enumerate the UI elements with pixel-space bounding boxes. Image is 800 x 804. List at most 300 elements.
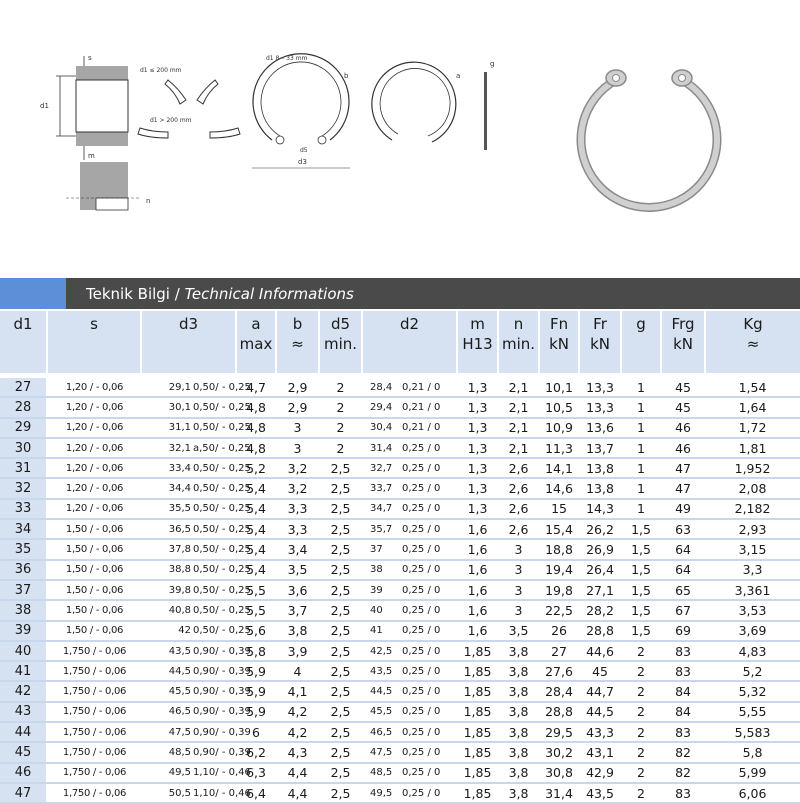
table-cell: 6,4 — [236, 783, 276, 803]
table-cell: 5,5 — [236, 600, 276, 620]
column-header-label: s — [90, 315, 98, 333]
table-cell: 19,8 — [539, 580, 579, 600]
table-row — [0, 418, 800, 438]
table-cell: 26,2 — [579, 519, 621, 539]
table-row — [0, 458, 800, 478]
table-cell: 46,5 — [141, 702, 193, 722]
table-cell: 3,2 — [276, 458, 319, 478]
table-cell: 47,5 — [362, 742, 402, 762]
table-cell: 34,7 — [362, 499, 402, 519]
table-cell: 40 — [362, 600, 402, 620]
dim-a-label: a — [456, 72, 461, 80]
table-cell: 13,7 — [579, 438, 621, 458]
table-cell: 0,25 / 0 — [402, 641, 457, 661]
table-cell: 2,5 — [319, 580, 362, 600]
table-cell: 1,64 — [705, 397, 800, 417]
table-cell: 1,3 — [457, 478, 498, 498]
table-cell: 48,5 — [362, 763, 402, 783]
table-cell: 4,8 — [236, 438, 276, 458]
table-cell: 33,4 — [141, 458, 193, 478]
table-cell: 5,8 — [705, 742, 800, 762]
table-cell: 2,5 — [319, 621, 362, 641]
column-header — [579, 311, 621, 376]
dim-b-label: b — [344, 72, 349, 80]
table-cell: 1,5 — [621, 600, 661, 620]
table-row — [0, 560, 800, 580]
table-cell: 3 — [498, 580, 539, 600]
ring-side-view-drawing — [484, 60, 494, 150]
column-header-unit: kN — [549, 335, 569, 353]
column-header — [236, 311, 276, 376]
table-cell: 33 — [0, 499, 47, 519]
table-cell: 0,21 / 0 — [402, 418, 457, 438]
table-row — [0, 600, 800, 620]
table-cell: 1,85 — [457, 763, 498, 783]
table-cell: 13,3 — [579, 376, 621, 398]
table-cell: 3 — [498, 600, 539, 620]
table-cell: 2,5 — [319, 641, 362, 661]
table-row — [0, 397, 800, 417]
table-cell: 0,50/ - 0,25 — [193, 397, 236, 417]
table-cell: 1,85 — [457, 742, 498, 762]
table-cell: 3,5 — [276, 560, 319, 580]
table-cell: 5,9 — [236, 702, 276, 722]
table-cell: 37 — [362, 539, 402, 559]
table-cell: 1,5 — [621, 621, 661, 641]
table-cell: 28,8 — [579, 621, 621, 641]
table-cell: 34,4 — [141, 478, 193, 498]
dim-g-label: g — [490, 60, 495, 68]
table-cell: 5,9 — [236, 681, 276, 701]
table-cell: 46 — [661, 438, 705, 458]
banner-title — [66, 278, 800, 309]
column-header-label: d3 — [178, 315, 199, 333]
table-cell: 29,4 — [362, 397, 402, 417]
banner-title-tr: Teknik Bilgi — [86, 284, 170, 303]
table-cell: 39,8 — [141, 580, 193, 600]
table-cell: 38 — [0, 600, 47, 620]
column-header-unit: min. — [323, 335, 358, 353]
table-cell: 1,10/ - 0,46 — [193, 763, 236, 783]
table-row — [0, 722, 800, 742]
table-cell: 14,6 — [539, 478, 579, 498]
table-cell: 1,750 / - 0,06 — [47, 661, 141, 681]
table-cell: 0,25 / 0 — [402, 742, 457, 762]
table-row — [0, 519, 800, 539]
table-cell: 2,6 — [498, 458, 539, 478]
table-cell: 0,25 / 0 — [402, 580, 457, 600]
table-cell: 0,21 / 0 — [402, 397, 457, 417]
section-banner — [0, 278, 800, 309]
table-cell: 35 — [0, 539, 47, 559]
table-cell: 11,3 — [539, 438, 579, 458]
table-cell: 1 — [621, 438, 661, 458]
column-header-label: d1 — [13, 315, 33, 333]
table-cell: 2,5 — [319, 539, 362, 559]
table-cell: 4,3 — [276, 742, 319, 762]
table-cell: 2,182 — [705, 499, 800, 519]
table-cell: 46 — [0, 763, 47, 783]
table-cell: 2 — [621, 702, 661, 722]
table-cell: 42,5 — [362, 641, 402, 661]
table-cell: 84 — [661, 681, 705, 701]
table-cell: 0,25 / 0 — [402, 458, 457, 478]
table-cell: 0,25 / 0 — [402, 600, 457, 620]
groove-section-drawing — [40, 54, 128, 160]
table-cell: 1,20 / - 0,06 — [47, 376, 141, 398]
table-cell: 1,20 / - 0,06 — [47, 458, 141, 478]
table-cell: 1,750 / - 0,06 — [47, 641, 141, 661]
table-cell: 6 — [236, 722, 276, 742]
table-cell: 13,8 — [579, 478, 621, 498]
table-cell: 1,3 — [457, 499, 498, 519]
table-row — [0, 539, 800, 559]
technical-drawing — [0, 0, 800, 278]
table-cell: 5,4 — [236, 478, 276, 498]
column-header-unit: ≈ — [291, 335, 304, 353]
table-cell: 3,8 — [498, 722, 539, 742]
column-header-label: Fr — [593, 315, 607, 333]
table-cell: 37,8 — [141, 539, 193, 559]
lug-shapes-drawing — [138, 67, 240, 138]
table-row — [0, 661, 800, 681]
table-cell: 5,4 — [236, 499, 276, 519]
table-cell: 0,25 / 0 — [402, 478, 457, 498]
table-cell: 28,4 — [362, 376, 402, 398]
table-cell: 42,9 — [579, 763, 621, 783]
table-cell: 2,5 — [319, 681, 362, 701]
table-cell: 0,90/ - 0,39 — [193, 681, 236, 701]
column-header-label: Fn — [549, 315, 569, 333]
table-cell: 1,20 / - 0,06 — [47, 418, 141, 438]
table-cell: 1 — [621, 478, 661, 498]
table-cell: 30,1 — [141, 397, 193, 417]
table-cell: 2,6 — [498, 499, 539, 519]
table-cell: 0,25 / 0 — [402, 519, 457, 539]
column-header-label: n — [513, 315, 524, 333]
table-cell: 0,50/ - 0,25 — [193, 418, 236, 438]
table-cell: 0,90/ - 0,39 — [193, 702, 236, 722]
table-cell: 28,2 — [579, 600, 621, 620]
column-header-label: Kg — [743, 315, 763, 333]
table-cell: 40,8 — [141, 600, 193, 620]
table-cell: 2,5 — [319, 519, 362, 539]
table-cell: 5,5 — [236, 580, 276, 600]
table-cell: 26,9 — [579, 539, 621, 559]
table-cell: 1,50 / - 0,06 — [47, 539, 141, 559]
table-cell: 13,6 — [579, 418, 621, 438]
table-cell: 2 — [319, 438, 362, 458]
table-row — [0, 438, 800, 458]
table-cell: 44,5 — [579, 702, 621, 722]
table-cell: 3,8 — [498, 702, 539, 722]
table-cell: 2,5 — [319, 600, 362, 620]
table-cell: 2,5 — [319, 722, 362, 742]
table-cell: 82 — [661, 742, 705, 762]
table-cell: 38 — [362, 560, 402, 580]
table-cell: 3,8 — [498, 783, 539, 803]
table-cell: 0,25 / 0 — [402, 681, 457, 701]
table-cell: 2,5 — [319, 560, 362, 580]
ring-outline-drawing — [372, 62, 460, 142]
table-cell: 4,4 — [276, 763, 319, 783]
table-cell: 5,8 — [236, 641, 276, 661]
table-cell: 3,6 — [276, 580, 319, 600]
column-header-unit: kN — [590, 335, 610, 353]
label-small-diameter: d1 ≤ 200 mm — [140, 67, 182, 74]
column-header — [362, 311, 457, 376]
table-cell: 3,361 — [705, 580, 800, 600]
table-cell: 1,20 / - 0,06 — [47, 397, 141, 417]
table-cell: 30,4 — [362, 418, 402, 438]
table-cell: 0,25 / 0 — [402, 783, 457, 803]
table-cell: 45 — [661, 376, 705, 398]
table-row — [0, 478, 800, 498]
table-cell: 3,9 — [276, 641, 319, 661]
table-cell: 32,7 — [362, 458, 402, 478]
table-cell: 3,7 — [276, 600, 319, 620]
table-cell: 28,4 — [539, 681, 579, 701]
dim-d3-label: d3 — [298, 158, 307, 166]
table-cell: 49,5 — [141, 763, 193, 783]
table-cell: 0,25 / 0 — [402, 499, 457, 519]
table-cell: 2 — [621, 661, 661, 681]
table-body — [0, 376, 800, 804]
table-cell: 0,21 / 0 — [402, 376, 457, 398]
table-cell: 31,4 — [539, 783, 579, 803]
table-cell: 27,6 — [539, 661, 579, 681]
table-cell: 3,53 — [705, 600, 800, 620]
column-header — [457, 311, 498, 376]
dim-s-label: s — [88, 54, 92, 62]
table-cell: 43,3 — [579, 722, 621, 742]
column-header-label: d5 — [330, 315, 351, 333]
table-cell: 45 — [0, 742, 47, 762]
table-cell: 5,4 — [236, 519, 276, 539]
column-header-label: m — [470, 315, 485, 333]
table-cell: 1,750 / - 0,06 — [47, 763, 141, 783]
table-cell: 2,5 — [319, 478, 362, 498]
table-cell: 18,8 — [539, 539, 579, 559]
column-header-label: g — [636, 315, 646, 333]
table-row — [0, 499, 800, 519]
table-cell: 22,5 — [539, 600, 579, 620]
table-cell: 1,81 — [705, 438, 800, 458]
table-cell: 4,4 — [276, 783, 319, 803]
table-cell: 27 — [539, 641, 579, 661]
table-cell: 0,50/ - 0,25 — [193, 478, 236, 498]
table-cell: 2,5 — [319, 458, 362, 478]
table-cell: 1,750 / - 0,06 — [47, 722, 141, 742]
table-cell: 2,5 — [319, 702, 362, 722]
table-cell: 30,8 — [539, 763, 579, 783]
table-cell: 45 — [579, 661, 621, 681]
table-cell: 32 — [0, 478, 47, 498]
table-cell: 1,72 — [705, 418, 800, 438]
table-cell: 1 — [621, 458, 661, 478]
table-header-row — [0, 311, 800, 376]
column-header-label: d2 — [399, 315, 420, 333]
table-row — [0, 742, 800, 762]
table-cell: 4 — [276, 661, 319, 681]
table-cell: 5,583 — [705, 722, 800, 742]
table-cell: 4,2 — [276, 702, 319, 722]
column-header-unit: max — [239, 335, 273, 353]
table-cell: 6,06 — [705, 783, 800, 803]
table-cell: 13,8 — [579, 458, 621, 478]
table-cell: 2,1 — [498, 438, 539, 458]
table-cell: 0,25 / 0 — [402, 661, 457, 681]
table-cell: 5,9 — [236, 661, 276, 681]
table-cell: 38,8 — [141, 560, 193, 580]
table-cell: 4,1 — [276, 681, 319, 701]
table-cell: 1,3 — [457, 458, 498, 478]
table-cell: 13,3 — [579, 397, 621, 417]
table-cell: 44,5 — [141, 661, 193, 681]
table-cell: 47 — [661, 458, 705, 478]
table-cell: 47 — [661, 478, 705, 498]
table-cell: 47 — [0, 783, 47, 803]
table-cell: 44,7 — [579, 681, 621, 701]
table-cell: 47,5 — [141, 722, 193, 742]
table-cell: 2,1 — [498, 397, 539, 417]
table-cell: 5,4 — [236, 560, 276, 580]
table-cell: 39 — [0, 621, 47, 641]
table-cell: 1,6 — [457, 519, 498, 539]
table-cell: 31 — [0, 458, 47, 478]
table-cell: 4,2 — [276, 722, 319, 742]
table-cell: 3 — [276, 438, 319, 458]
table-cell: 42 — [141, 621, 193, 641]
table-row — [0, 376, 800, 398]
table-cell: 1,85 — [457, 722, 498, 742]
table-cell: 2 — [621, 783, 661, 803]
table-cell: 3,15 — [705, 539, 800, 559]
table-cell: 2,08 — [705, 478, 800, 498]
table-row — [0, 621, 800, 641]
table-cell: 64 — [661, 539, 705, 559]
table-cell: 1,5 — [621, 539, 661, 559]
table-cell: 28 — [0, 397, 47, 417]
table-cell: 2 — [621, 742, 661, 762]
table-cell: 82 — [661, 763, 705, 783]
table-cell: 67 — [661, 600, 705, 620]
table-cell: 34 — [0, 519, 47, 539]
column-header-label: b — [292, 315, 303, 333]
table-cell: 69 — [661, 621, 705, 641]
table-cell: 3,8 — [498, 641, 539, 661]
table-cell: 2 — [319, 397, 362, 417]
table-cell: 44,5 — [362, 681, 402, 701]
table-cell: 1,85 — [457, 702, 498, 722]
table-cell: 1,10/ - 0,46 — [193, 783, 236, 803]
dim-n-label: n — [146, 197, 151, 205]
table-cell: 1,85 — [457, 783, 498, 803]
column-header-unit: min. — [502, 335, 536, 353]
table-cell: 1 — [621, 418, 661, 438]
table-cell: 1,952 — [705, 458, 800, 478]
table-cell: 0,25 / 0 — [402, 621, 457, 641]
table-cell: 3,8 — [276, 621, 319, 641]
table-cell: 2,5 — [319, 763, 362, 783]
table-cell: 36,5 — [141, 519, 193, 539]
table-cell: 1,85 — [457, 641, 498, 661]
table-cell: 31,1 — [141, 418, 193, 438]
table-cell: 0,50/ - 0,25 — [193, 600, 236, 620]
table-cell: 63 — [661, 519, 705, 539]
table-cell: 29,5 — [539, 722, 579, 742]
table-cell: 26,4 — [579, 560, 621, 580]
table-cell: 1,3 — [457, 376, 498, 398]
table-cell: 46 — [661, 418, 705, 438]
table-cell: 19,4 — [539, 560, 579, 580]
table-cell: 2,93 — [705, 519, 800, 539]
table-row — [0, 783, 800, 803]
table-cell: 49 — [661, 499, 705, 519]
column-header — [661, 311, 705, 376]
table-cell: 1 — [621, 397, 661, 417]
table-row — [0, 763, 800, 783]
table-cell: 36 — [0, 560, 47, 580]
table-cell: 1,85 — [457, 681, 498, 701]
table-cell: 5,55 — [705, 702, 800, 722]
table-cell: 0,25 / 0 — [402, 539, 457, 559]
column-header-label: a — [251, 315, 261, 333]
groove-detail-drawing — [66, 162, 150, 210]
table-cell: 27 — [0, 376, 47, 398]
table-cell: 1,54 — [705, 376, 800, 398]
table-cell: 1,6 — [457, 621, 498, 641]
table-cell: 43,5 — [579, 783, 621, 803]
table-cell: 15,4 — [539, 519, 579, 539]
table-cell: 29 — [0, 418, 47, 438]
table-cell: 35,7 — [362, 519, 402, 539]
table-cell: 2,5 — [319, 499, 362, 519]
column-header — [705, 311, 800, 376]
table-cell: 1,5 — [621, 519, 661, 539]
table-cell: 5,2 — [705, 661, 800, 681]
table-cell: 26 — [539, 621, 579, 641]
table-cell: 5,6 — [236, 621, 276, 641]
table-cell: 1,50 / - 0,06 — [47, 621, 141, 641]
table-cell: 3,8 — [498, 742, 539, 762]
dim-d1-label: d1 — [40, 102, 49, 110]
table-cell: 2,5 — [319, 742, 362, 762]
table-cell: 1,750 / - 0,06 — [47, 742, 141, 762]
table-cell: 6,2 — [236, 742, 276, 762]
table-cell: 83 — [661, 661, 705, 681]
table-cell: 1,6 — [457, 560, 498, 580]
table-cell: 50,5 — [141, 783, 193, 803]
table-cell: 10,1 — [539, 376, 579, 398]
table-cell: 6,3 — [236, 763, 276, 783]
table-cell: 0,25 / 0 — [402, 702, 457, 722]
table-cell: 5,2 — [236, 458, 276, 478]
table-cell: 28,8 — [539, 702, 579, 722]
table-cell: 1,5 — [621, 580, 661, 600]
table-cell: 32,1 — [141, 438, 193, 458]
table-cell: 84 — [661, 702, 705, 722]
table-cell: 3,2 — [276, 478, 319, 498]
table-cell: 49,5 — [362, 783, 402, 803]
table-cell: 41 — [0, 661, 47, 681]
column-header — [621, 311, 661, 376]
table-cell: 0,90/ - 0,39 — [193, 742, 236, 762]
table-cell: 1,20 / - 0,06 — [47, 499, 141, 519]
table-row — [0, 580, 800, 600]
table-cell: 0,25 / 0 — [402, 722, 457, 742]
table-cell: 14,3 — [579, 499, 621, 519]
